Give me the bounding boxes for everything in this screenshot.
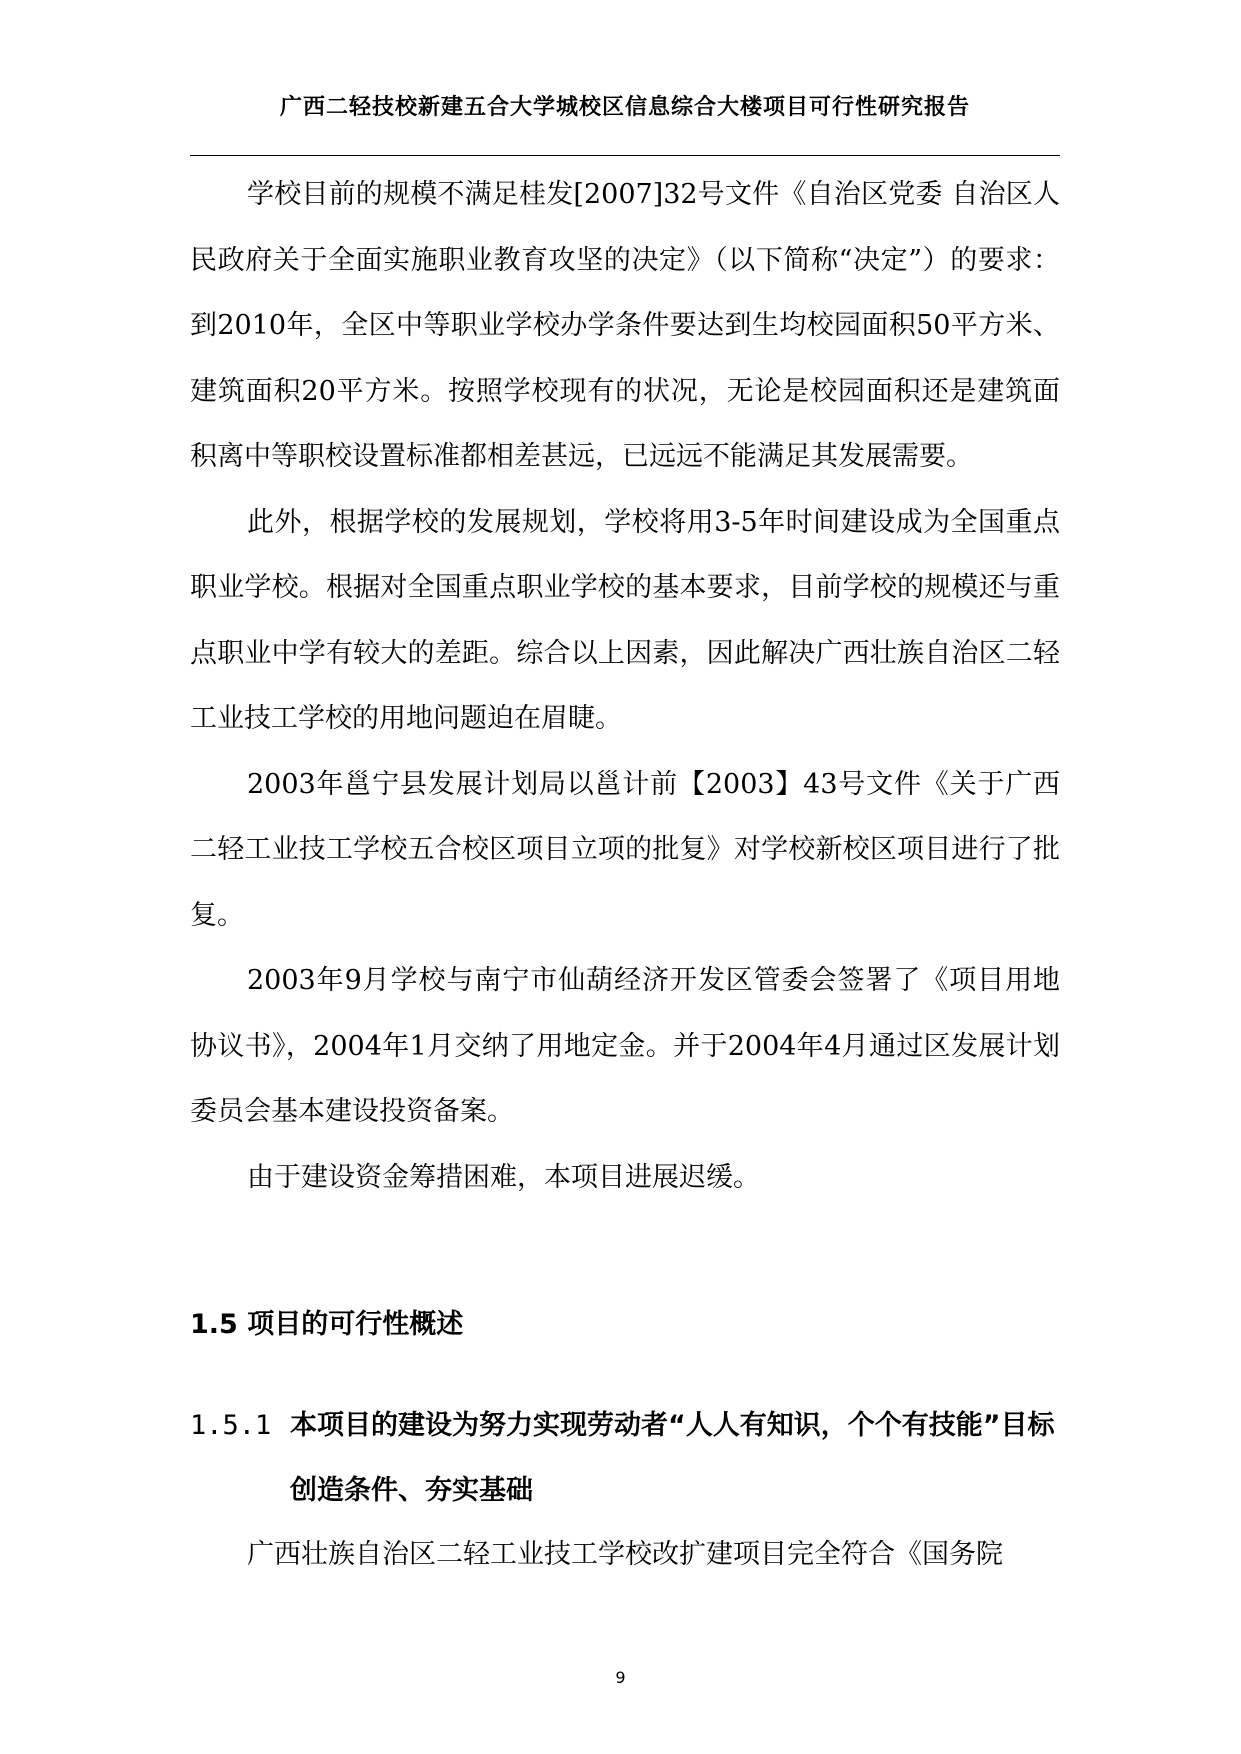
section-heading-1-5-1 [190, 1393, 1070, 1523]
paragraph: 由于建设资金筹措困难，本项目进展迟缓。 [247, 1161, 760, 1193]
paragraph: 学校目前的规模不满足桂发[2007]32号文件《自治区党委 自治区人民政府关于全面实施职业教育攻坚的决定》（以下简称“决定”）的要求：到2010年，全区中等职业学校办学条件要达到生均校园面积50平方米、建筑面积20平方米。按照学校现有的状况，无论是校园面积还是建筑面积离中等职校设置标准都相差甚远，已远远不能满足其发展需要。 [190, 179, 1060, 472]
paragraph: 广西壮族自治区二轻工业技工学校改扩建项目完全符合《国务院 [247, 1539, 1003, 1570]
section-number: 1.5.1 [190, 1410, 272, 1441]
paragraph: 2003年9月学校与南宁市仙葫经济开发区管委会签署了《项目用地协议书》，2004年1月交纳了用地定金。并于2004年4月通过区发展计划委员会基本建设投资备案。 [190, 965, 1060, 1127]
body-text-continued [190, 1522, 1060, 1587]
section-title: 本项目的建设为努力实现劳动者“人人有知识，个个有技能”目标创造条件、夯实基础 [290, 1410, 1055, 1506]
header-divider [190, 155, 1060, 156]
page-header-title: 广西二轻技校新建五合大学城校区信息综合大楼项目可行性研究报告 [279, 95, 970, 120]
body-text [190, 162, 1060, 1210]
paragraph: 2003年邕宁县发展计划局以邕计前【2003】43号文件《关于广西二轻工业技工学校五合校区项目立项的批复》对学校新校区项目进行了批复。 [190, 768, 1060, 931]
page-number: 9 [615, 1668, 626, 1687]
paragraph: 此外，根据学校的发展规划，学校将用3-5年时间建设成为全国重点职业学校。根据对全国重点职业学校的基本要求，目前学校的规模还与重点职业中学有较大的差距。综合以上因素，因此解决广西壮族自治区二轻工业技工学校的用地问题迫在眉睫。 [190, 506, 1060, 734]
section-heading-1-5: 1.5 项目的可行性概述 [190, 1309, 464, 1340]
